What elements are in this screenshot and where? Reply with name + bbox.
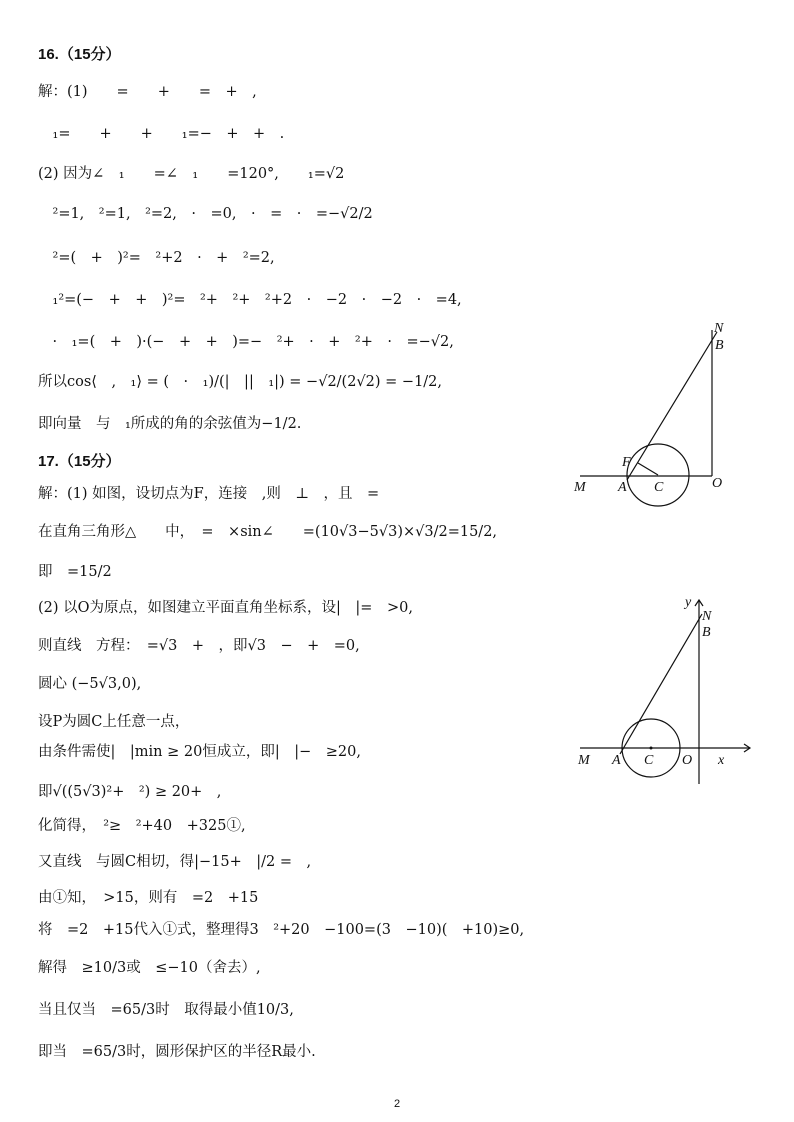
solution-line: 在直角三角形△ 中， = ×sin∠ =(10√3−5√3)×√3/2=15/2, [38, 524, 498, 540]
fig2-label-y: y [685, 595, 692, 610]
solution-line: 解得 ≥10/3或 ≤−10（舍去）, [38, 960, 261, 976]
solution-line: (2) 以O为原点，如图建立平面直角坐标系，设| |= >0, [38, 600, 413, 616]
solution-line: 设P为圆C上任意一点， [38, 714, 190, 730]
figure-2-coordinate-system [572, 592, 772, 792]
page-number: 2 [393, 1098, 401, 1110]
fig2-label-m: M [578, 753, 590, 768]
solution-line: ₁= + + ₁=− + + . [38, 126, 285, 142]
solution-line: 即√((5√3)²+ ²) ≥ 20+ , [38, 784, 222, 800]
fig1-line-ab [627, 332, 717, 480]
fig1-label-m: M [574, 480, 586, 495]
solution-line: 化简得， ²≥ ²+40 +325①, [38, 818, 246, 834]
fig1-label-a: A [618, 480, 627, 495]
solution-line: 则直线 方程： =√3 + ，即√3 − + =0, [38, 638, 360, 654]
fig1-label-n: N [714, 321, 724, 336]
fig2-label-b: B [702, 625, 711, 640]
fig1-radius-cf [638, 463, 658, 475]
solution-line: 由①知， >15，则有 =2 +15 [38, 890, 259, 906]
fig2-label-a: A [612, 753, 621, 768]
solution-line: 圆心 (−5√3,0), [38, 676, 142, 692]
fig1-label-o: O [712, 476, 723, 491]
fig2-center-point [650, 747, 653, 750]
fig1-label-f: F [622, 455, 631, 470]
fig2-line-ab [620, 614, 702, 754]
fig2-label-o: O [682, 753, 693, 768]
solution-line: 解：(1) 如图，设切点为F，连接 ,则 ⊥ ，且 = [38, 486, 380, 502]
fig1-label-c: C [654, 480, 664, 495]
fig2-label-n: N [702, 609, 712, 624]
solution-line: (2) 因为∠ ₁ =∠ ₁ =120°, ₁=√2 [38, 166, 345, 182]
fig2-label-x: x [718, 753, 725, 768]
solution-line: 即当 =65/3时，圆形保护区的半径R最小. [38, 1044, 316, 1060]
fig1-label-b: B [715, 338, 724, 353]
solution-line: 即 =15/2 [38, 564, 112, 580]
fig2-label-c: C [644, 753, 654, 768]
solution-line: ₁²=(− + + )²= ²+ ²+ ²+2 · −2 · −2 · =4, [38, 292, 462, 308]
figure-1-geometry [572, 318, 742, 518]
solution-line: 解：(1) = + = + , [38, 84, 257, 100]
solution-line: ²=( + )²= ²+2 · + ²=2, [38, 250, 275, 266]
solution-line: · ₁=( + )·(− + + )=− ²+ · + ²+ · =−√2, [38, 334, 454, 350]
question-heading: 17.（15分） [38, 453, 121, 470]
question-heading: 16.（15分） [38, 46, 121, 63]
solution-line: 所以cos⟨ , ₁⟩ = ( · ₁)/(| || ₁|) = −√2/(2√2) = −1/2, [38, 374, 443, 390]
solution-line: 将 =2 +15代入①式，整理得3 ²+20 −100=(3 −10)( +10)≥0, [38, 922, 525, 938]
solution-line: 又直线 与圆C相切，得|−15+ |/2 = , [38, 854, 312, 870]
solution-line: 由条件需使| |min ≥ 20恒成立，即| |− ≥20, [38, 744, 361, 760]
solution-line: 即向量 与 ₁所成的角的余弦值为−1/2. [38, 416, 302, 432]
solution-line: 当且仅当 =65/3时 取得最小值10/3, [38, 1002, 294, 1018]
solution-line: ²=1, ²=1, ²=2, · =0, · = · =−√2/2 [38, 206, 373, 222]
